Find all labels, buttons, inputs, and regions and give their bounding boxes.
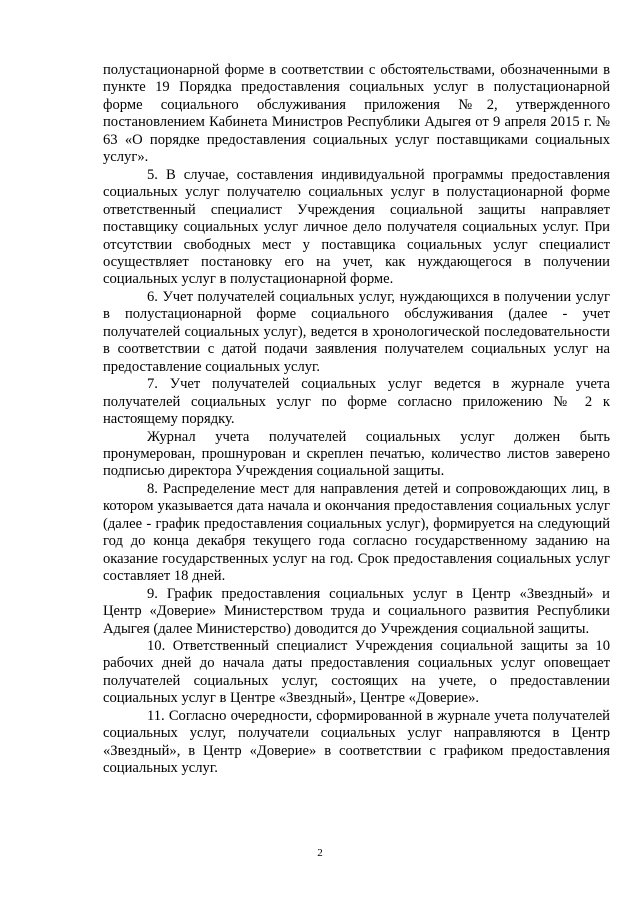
paragraph-continuation: полустационарной форме в соответствии с обстоятельствами, обозначенными в пункте 19 Порядка предоставления социальных услуг в полустационарной форме социального обслуживания приложения №2, утвержденного постановлением Кабинета Министров Республики Адыгея от 9 апреля 2015 г. № 63 «О порядке предоставления социальных услуг поставщиками социальных услуг».	[103, 62, 610, 166]
document-body	[103, 62, 610, 778]
paragraph-journal: Журнал учета получателей социальных услуг должен быть пронумерован, прошнурован и скреплен печатью, количество листов заверено подписью директора Учреждения социальной защиты.	[103, 428, 610, 480]
paragraph-8: 8. Распределение мест для направления детей и сопровождающих лиц, в котором указывается дата начала и окончания предоставления социальных услуг (далее - график предоставления социальных услуг), формируется на следующий год до конца декабря текущего года согласно государственному заданию на оказание государственных услуг на год. Срок предоставления социальных услуг составляет 18 дней.	[103, 480, 610, 585]
page-number: 2	[317, 847, 323, 859]
paragraph-10: 10. Ответственный специалист Учреждения социальной защиты за 10 рабочих дней до начала даты предоставления социальных услуг оповещает получателей социальных услуг, состоящих на учете, о предоставлении социальных услуг в Центре «Звездный», Центре «Доверие».	[103, 637, 610, 707]
paragraph-6: 6. Учет получателей социальных услуг, нуждающихся в получении услуг в полустационарной форме социального обслуживания (далее - учет получателей социальных услуг), ведется в хронологической последовательности в соответствии с датой подачи заявления получателем социальных услуг на предоставление социальных услуг.	[103, 288, 610, 375]
paragraph-7: 7. Учет получателей социальных услуг ведется в журнале учета получателей социальных услуг по форме согласно приложению № 2 к настоящему порядку.	[103, 376, 610, 428]
paragraph-9: 9. График предоставления социальных услуг в Центр «Звездный» и Центр «Доверие» Министерством труда и социального развития Республики Адыгея (далее Министерство) доводится до Учреждения социальной защиты.	[103, 585, 610, 637]
paragraph-5: 5. В случае, составления индивидуальной программы предоставления социальных услуг получателю социальных услуг в полустационарной форме ответственный специалист Учреждения социальной защиты направляет поставщику социальных услуг личное дело получателя социальных услуг. При отсутствии свободных мест у поставщика социальных услуг специалист осуществляет постановку его на учет, как нуждающегося в получении социальных услуг в полустационарной форме.	[103, 166, 610, 288]
paragraph-11: 11. Согласно очередности, сформированной в журнале учета получателей социальных услуг, получатели социальных услуг направляются в Центр «Звездный», в Центр «Доверие» в соответствии с графиком предоставления социальных услуг.	[103, 707, 610, 777]
